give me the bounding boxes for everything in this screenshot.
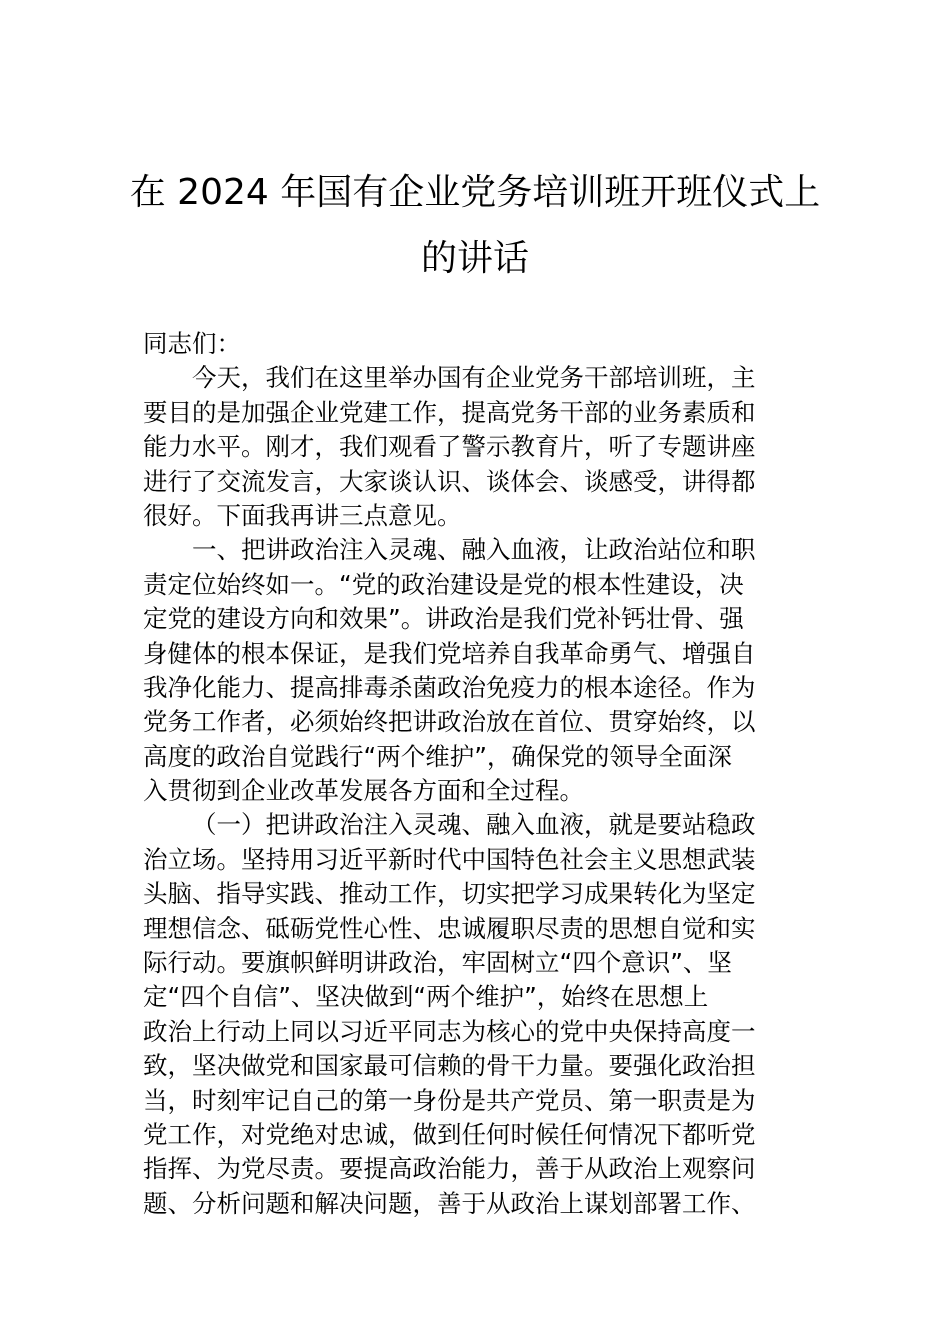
title-line: 的讲话 — [420, 238, 529, 279]
body-line: 能力水平。刚才，我们观看了警示教育片，听了专题讲座 — [143, 432, 756, 462]
body-line: 入贯彻到企业改革发展各方面和全过程。 — [143, 776, 584, 806]
body-line: 际行动。要旗帜鲜明讲政治，牢固树立“四个意识”、坚 — [143, 948, 732, 978]
body-line: 定“四个自信”、坚决做到“两个维护”，始终在思想上 — [143, 982, 709, 1012]
body-line: 治立场。坚持用习近平新时代中国特色社会主义思想武装 — [143, 844, 756, 874]
body-line: 很好。下面我再讲三点意见。 — [143, 500, 462, 530]
body-line: 头脑、指导实践、推动工作，切实把学习成果转化为坚定 — [143, 879, 756, 909]
body-line: 致，坚决做党和国家最可信赖的骨干力量。要强化政治担 — [143, 1051, 756, 1081]
body-line: 今天，我们在这里举办国有企业党务干部培训班，主 — [192, 363, 756, 393]
body-line: 身健体的根本保证，是我们党培养自我革命勇气、增强自 — [143, 638, 756, 668]
body-line: 定党的建设方向和效果”。讲政治是我们党补钙壮骨、强 — [143, 604, 744, 634]
body-line: （一）把讲政治注入灵魂、融入血液，就是要站稳政 — [192, 810, 756, 840]
body-line: 责定位始终如一。“党的政治建设是党的根本性建设，决 — [143, 569, 744, 599]
body-line: 政治上行动上同以习近平同志为核心的党中央保持高度一 — [143, 1016, 756, 1046]
body-line: 当，时刻牢记自己的第一身份是共产党员、第一职责是为 — [143, 1085, 756, 1115]
body-line: 高度的政治自觉践行“两个维护”，确保党的领导全面深 — [143, 741, 732, 771]
body-line: 要目的是加强企业党建工作，提高党务干部的业务素质和 — [143, 397, 756, 427]
salutation: 同志们： — [143, 329, 241, 358]
body-line: 党工作，对党绝对忠诚，做到任何时候任何情况下都听党 — [143, 1119, 756, 1149]
document-title — [120, 160, 830, 292]
body-line: 一、把讲政治注入灵魂、融入血液，让政治站位和职 — [192, 535, 756, 565]
body-line: 我净化能力、提高排毒杀菌政治免疫力的根本途径。作为 — [143, 672, 756, 702]
body-line: 指挥、为党尽责。要提高政治能力，善于从政治上观察问 — [143, 1154, 756, 1184]
body-line: 进行了交流发言，大家谈认识、谈体会、谈感受，讲得都 — [143, 466, 756, 496]
body-line: 题、分析问题和解决问题，善于从政治上谋划部署工作、 — [143, 1188, 756, 1218]
document-body — [143, 327, 808, 1221]
body-line: 理想信念、砥砺党性心性、忠诚履职尽责的思想自觉和实 — [143, 913, 756, 943]
body-line: 党务工作者，必须始终把讲政治放在首位、贯穿始终，以 — [143, 707, 756, 737]
title-line: 在 2024 年国有企业党务培训班开班仪式上 — [129, 172, 821, 213]
